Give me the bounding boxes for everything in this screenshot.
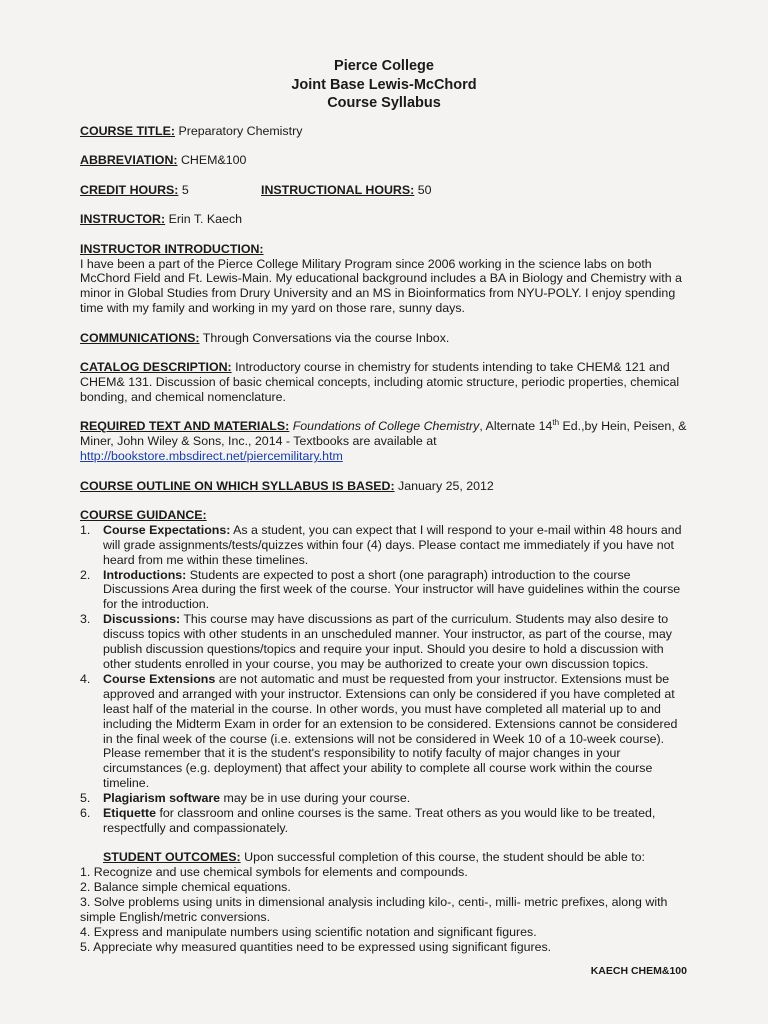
guidance-item: [80, 672, 690, 791]
guidance-item-body: are not automatic and must be requested from your instructor. Extensions must be approved and arranged with your instructor. Extensions can only be considered if you have completed at least half of the material in the course. In other words, you must have completed all material up to and including the Midterm Exam in order for an extension to be considered. Extensions cannot be considered in the final week of the course (i.e. extensions will not be considered in Week 10 of a 10-week course). Please remember that it is the student's responsibility to notify faculty of major changes in your circumstances (e.g. deployment) that affect your ability to complete all course work within the course timeline.: [103, 671, 678, 791]
course-title-label: COURSE TITLE:: [80, 124, 175, 138]
abbreviation-field: [80, 153, 690, 168]
guidance-item: [80, 612, 690, 672]
outcome-item: 1. Recognize and use chemical symbols for elements and compounds.: [80, 865, 468, 880]
credit-hours-value: 5: [178, 182, 189, 197]
course-title-value: Preparatory Chemistry: [175, 124, 303, 138]
page-footer: KAECH CHEM&100: [590, 965, 687, 977]
guidance-item-text: [103, 568, 690, 613]
guidance-item-heading: Etiquette: [103, 806, 157, 821]
guidance-item-text: [103, 672, 690, 791]
course-outline-label: COURSE OUTLINE ON WHICH SYLLABUS IS BASED:: [80, 478, 395, 493]
instructor-field: [80, 212, 690, 227]
abbreviation-value: CHEM&100: [177, 153, 247, 168]
guidance-item-body: for classroom and online courses is the same. Treat others as you would like to be treated, respectfully and compassionately.: [103, 806, 656, 835]
guidance-item-text: [103, 612, 690, 672]
guidance-item: [80, 523, 690, 568]
communications-value: Through Conversations via the course Inbox.: [199, 330, 450, 345]
outcome-item: 4. Express and manipulate numbers using scientific notation and significant figures.: [80, 924, 537, 939]
guidance-item-number: 2.: [80, 567, 91, 582]
student-outcomes-heading: [80, 850, 690, 865]
course-guidance-section: [80, 508, 690, 836]
instructor-intro-text: I have been a part of the Pierce College Military Program since 2006 working in the science labs on both McChord Field and Ft. Lewis-Main. My educational background includes a BA in Biology and Chemistry with a minor in Global Studies from Drury University and an MS in Bioinformatics from NYU-POLY. I enjoy spending time with my family and working in my yard on those rare, sunny days.: [80, 256, 682, 316]
guidance-item-text: [103, 523, 690, 568]
instructional-hours-label: INSTRUCTIONAL HOURS:: [261, 182, 415, 197]
student-outcomes-intro: Upon successful completion of this course, the student should be able to:: [240, 850, 645, 865]
required-text-label: REQUIRED TEXT AND MATERIALS:: [80, 419, 290, 434]
guidance-item-heading: Course Extensions: [103, 671, 216, 686]
college-name: Pierce College: [334, 58, 434, 74]
catalog-description-value: Introductory course in chemistry for students intending to take CHEM& 121 and CHEM& 131. Discussion of basic chemical concepts, including atomic structure, periodic properties, chemical bonding, and chemical nomenclature.: [80, 360, 680, 404]
guidance-item-number: 4.: [80, 671, 91, 686]
instructor-intro-label: INSTRUCTOR INTRODUCTION:: [80, 241, 264, 256]
credit-hours-label: CREDIT HOURS:: [80, 182, 179, 197]
guidance-item-number: 1.: [80, 522, 91, 537]
textbook-title: Foundations of College Chemistry: [292, 419, 480, 434]
guidance-item-body: Students are expected to post a short (one paragraph) introduction to the course Discussions Area during the first week of the course. Your instructor will have guidelines within the course for the introduction.: [103, 567, 681, 612]
guidance-item-number: 3.: [80, 612, 91, 627]
credit-hours-field: [80, 183, 261, 198]
instructional-hours-value: 50: [414, 182, 432, 197]
guidance-item-heading: Course Expectations:: [103, 522, 231, 537]
instructor-label: INSTRUCTOR:: [80, 212, 166, 227]
document-title: Course Syllabus: [327, 95, 441, 111]
abbreviation-label: ABBREVIATION:: [80, 153, 178, 168]
communications-field: [80, 331, 690, 346]
edition-superscript: th: [552, 418, 560, 428]
course-outline-field: [80, 479, 690, 494]
campus-name: Joint Base Lewis-McChord: [291, 76, 477, 93]
guidance-item-heading: Introductions:: [103, 567, 187, 582]
instructor-intro-section: [80, 242, 690, 317]
course-title-field: [80, 124, 690, 139]
guidance-item-heading: Plagiarism software: [103, 791, 221, 806]
textbook-edition: , Alternate 14: [479, 419, 553, 434]
textbook-details: Ed.,by Hein, Peisen, & Miner, John Wiley & Sons, Inc., 2014 - Textbooks are available at: [80, 419, 687, 449]
document-header: [0, 57, 768, 113]
guidance-item-body: This course may have discussions as part of the curriculum. Students may also desire to discuss topics with other students in an unscheduled manner. Your instructor, as part of the course, may publish discussion questions/topics and require your input. Should you desire to hold a discussion with other students enrolled in your course, you may be authorized to create your own discussion topics.: [103, 612, 672, 671]
required-text-field: [80, 419, 690, 464]
guidance-item: [80, 806, 690, 836]
instructional-hours-field: [261, 183, 432, 198]
student-outcomes-label: STUDENT OUTCOMES:: [103, 850, 241, 865]
guidance-item-number: 5.: [80, 791, 91, 806]
catalog-description-field: [80, 360, 690, 405]
guidance-item-text: [103, 791, 690, 806]
guidance-item-body: may be in use during your course.: [220, 791, 411, 806]
outcome-item: 5. Appreciate why measured quantities need to be expressed using significant figures.: [80, 939, 552, 954]
catalog-description-label: CATALOG DESCRIPTION:: [80, 360, 232, 375]
bookstore-link[interactable]: http://bookstore.mbsdirect.net/piercemilitary.htm: [80, 449, 343, 464]
student-outcomes-list: [80, 865, 690, 954]
communications-label: COMMUNICATIONS:: [80, 330, 200, 345]
outcome-item: 2. Balance simple chemical equations.: [80, 880, 291, 895]
guidance-item-heading: Discussions:: [103, 612, 181, 627]
hours-row: [80, 183, 690, 198]
syllabus-content: [80, 124, 690, 955]
guidance-item-body: As a student, you can expect that I will respond to your e-mail within 48 hours and will grade assignments/tests/quizzes within four (4) days. Please contact me immediately if you have not heard from me within these timelines.: [103, 522, 682, 567]
guidance-item-number: 6.: [80, 806, 91, 821]
guidance-item: [80, 568, 690, 613]
course-guidance-label: COURSE GUIDANCE:: [80, 507, 207, 522]
course-outline-value: January 25, 2012: [394, 478, 494, 493]
guidance-item-text: [103, 806, 690, 836]
guidance-item: [80, 791, 690, 806]
instructor-value: Erin T. Kaech: [165, 212, 243, 227]
course-guidance-list: [80, 523, 690, 836]
outcome-item: 3. Solve problems using units in dimensional analysis including kilo-, centi-, milli- metric prefixes, along with simple English/metric conversions.: [80, 895, 668, 924]
